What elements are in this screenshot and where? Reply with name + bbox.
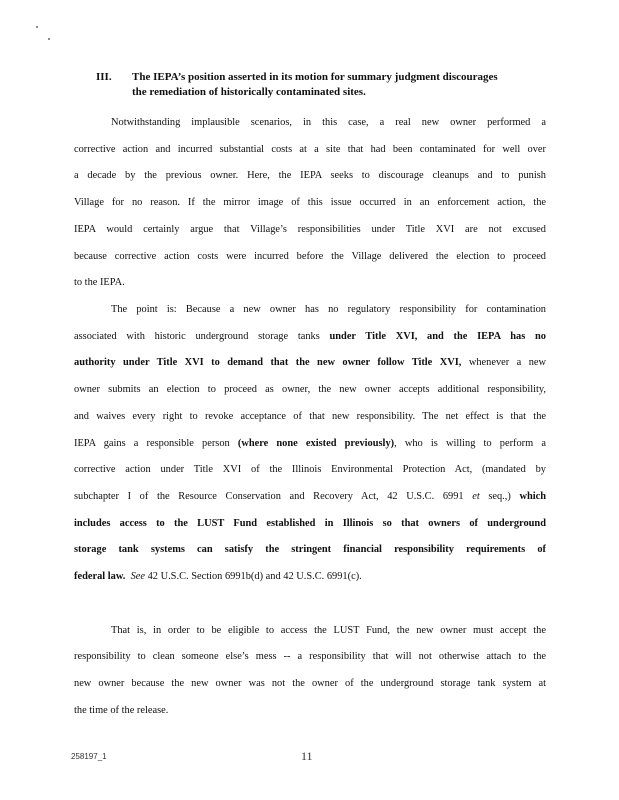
section-title-line-2: the remediation of historically contaminated sites. bbox=[132, 86, 366, 98]
text-line bbox=[74, 356, 546, 370]
page-number: 11 bbox=[301, 749, 313, 763]
italic-run: See bbox=[130, 571, 145, 582]
bold-run: authority under Title XVI to demand that the new owner follow Title XVI, bbox=[74, 357, 462, 368]
text-run: associated with historic underground storage tanks bbox=[74, 331, 330, 342]
text-run: seq.,) bbox=[479, 491, 520, 502]
document-id: 258197_1 bbox=[71, 752, 107, 761]
text-line: That is, in order to be eligible to access the LUST Fund, the new owner must accept the bbox=[111, 625, 546, 636]
bold-run: (where none existed previously) bbox=[237, 438, 395, 449]
text-line: new owner because the new owner was not the owner of the underground storage tank system at bbox=[74, 678, 546, 689]
text-line: responsibility to clean someone else’s mess -- a responsibility that will not otherwise attach to the bbox=[74, 651, 546, 662]
text-line: Notwithstanding implausible scenarios, in this case, a real new owner performed a bbox=[111, 117, 546, 128]
italic-run: et bbox=[472, 491, 480, 502]
text-line: the time of the release. bbox=[74, 705, 169, 716]
text-line: because corrective action costs were incurred before the Village delivered the election to proceed bbox=[74, 251, 546, 262]
text-run: subchapter I of the Resource Conservation and Recovery Act, 42 U.S.C. 6991 bbox=[74, 491, 473, 502]
section-number: III. bbox=[96, 71, 112, 83]
bold-run: federal law. bbox=[74, 571, 126, 582]
text-line: The point is: Because a new owner has no regulatory responsibility for contamination bbox=[111, 304, 546, 315]
text-run: IEPA gains a responsible person bbox=[74, 438, 238, 449]
text-line: a decade by the previous owner. Here, the IEPA seeks to discourage cleanups and to punish bbox=[74, 170, 546, 181]
text-line: storage tank systems can satisfy the stringent financial responsibility requirements of bbox=[74, 544, 546, 555]
text-line: to the IEPA. bbox=[74, 277, 125, 288]
text-line: Village for no reason. If the mirror image of this issue occurred in an enforcement action, the bbox=[74, 197, 546, 208]
bold-run: which bbox=[519, 491, 546, 502]
text-line: corrective action under Title XVI of the Illinois Environmental Protection Act, (mandated by bbox=[74, 464, 546, 475]
text-line: IEPA would certainly argue that Village’s responsibilities under Title XVI are not excused bbox=[74, 224, 546, 235]
text-line: and waives every right to revoke acceptance of that new responsibility. The net effect is that the bbox=[74, 411, 546, 422]
text-run: whenever a new bbox=[461, 357, 546, 368]
text-line: corrective action and incurred substantial costs at a site that had been contaminated for well over bbox=[74, 144, 546, 155]
text-line bbox=[74, 330, 546, 344]
text-line bbox=[74, 490, 546, 504]
text-run: 42 U.S.C. Section 6991b(d) and 42 U.S.C. 6991(c). bbox=[145, 571, 362, 582]
text-run: , who is willing to perform a bbox=[394, 438, 546, 449]
scan-speck bbox=[36, 26, 38, 28]
text-line bbox=[74, 570, 546, 584]
bold-run: under Title XVI, and the IEPA has no bbox=[329, 331, 546, 342]
section-title-line-1: The IEPA’s position asserted in its motion for summary judgment discourages bbox=[132, 71, 498, 83]
scan-speck bbox=[48, 38, 50, 40]
text-line: includes access to the LUST Fund established in Illinois so that owners of underground bbox=[74, 518, 546, 529]
text-line bbox=[74, 437, 546, 451]
text-line: owner submits an election to proceed as owner, the new owner accepts additional responsibility, bbox=[74, 384, 546, 395]
